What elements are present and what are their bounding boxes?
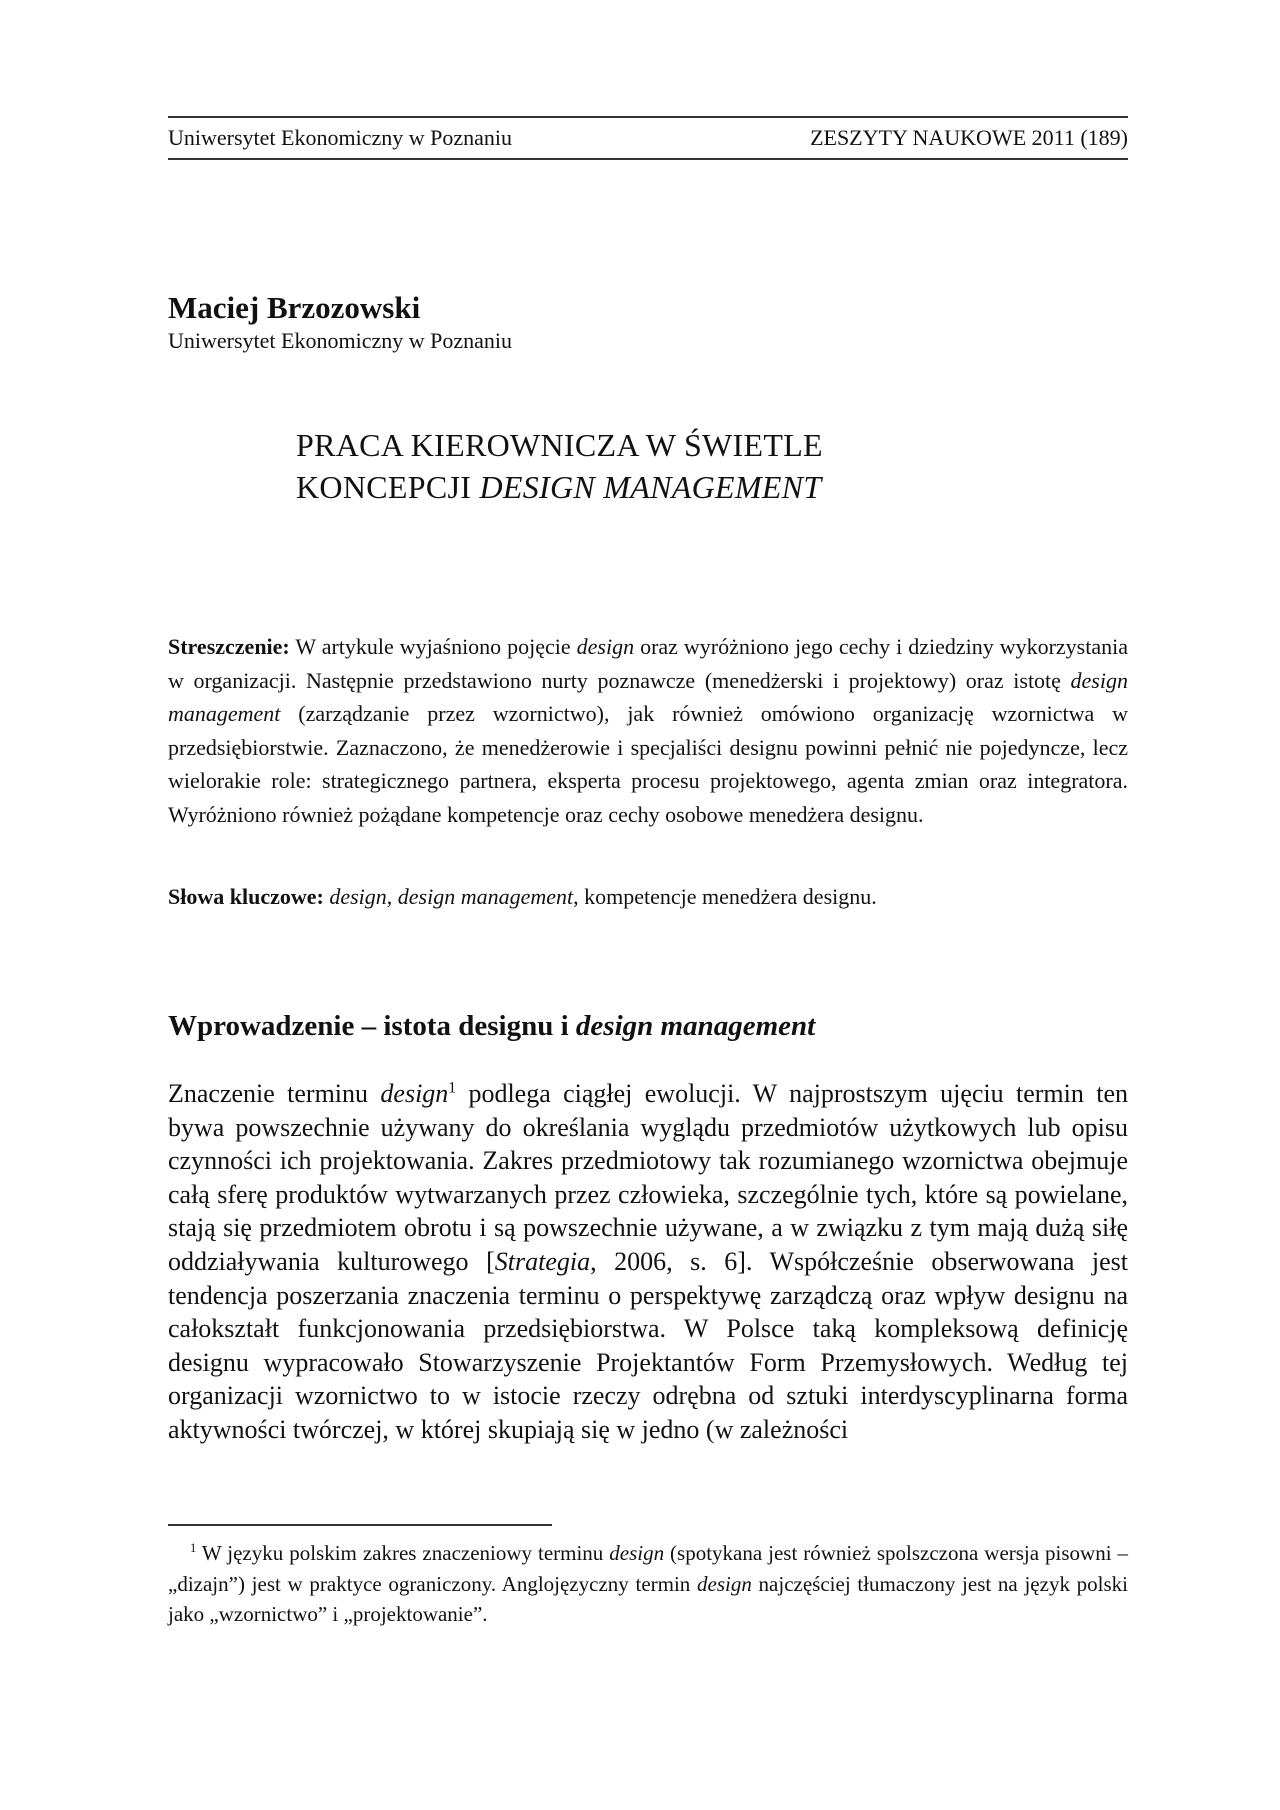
title-line-2 <box>296 466 1096 508</box>
body-paragraph <box>168 1077 1128 1447</box>
body-text-0: Znaczenie terminu <box>168 1079 381 1108</box>
header-institution: Uniwersytet Ekonomiczny w Poznaniu <box>168 125 512 150</box>
abstract-term-design-management: design management <box>168 667 1128 726</box>
title-line-2-plain: KONCEPCJI <box>296 469 480 505</box>
footnote-text-1: W języku polskim zakres znaczeniowy terminu <box>196 1541 610 1565</box>
footnote-text-3: najczęściej tłumaczony jest na język polski jako „wzornictwo” i „projektowanie”. <box>168 1571 1128 1626</box>
keywords <box>168 880 1128 914</box>
abstract-text-2: oraz wyróżniono jego cechy i dziedziny wykorzystania w organizacji. Następnie przedstawiono nurty poznawcze (menedżerski i projektowy) oraz istotę <box>168 634 1128 693</box>
abstract-text-1: W artykule wyjaśniono pojęcie <box>289 634 577 659</box>
keyword-separator: , <box>386 884 398 909</box>
footnote-mark: 1 <box>190 1541 197 1555</box>
footnote-divider <box>168 1524 552 1526</box>
keywords-rest: , kompetencje menedżera designu. <box>573 884 877 909</box>
keywords-label: Słowa kluczowe: <box>168 884 324 909</box>
body-text-1: podlega ciągłej ewolucji. W najprostszym ujęciu termin ten bywa powszechnie używany do określania wyglądu przedmiotów użytkowych lub opisu czynności ich projektowania. Zakres przedmiotowy tak rozumianego wzornictwa obejmuje całą sferę produktów wytwarzanych przez człowieka, szczególnie tych, które są powielane, stają się przedmiotem obrotu i są powszechnie używane, a w związku z tym mają dużą siłę oddziaływania kulturowego [ <box>168 1079 1128 1276</box>
section-heading-italic: design management <box>575 1010 816 1042</box>
abstract-term-design: design <box>576 634 635 659</box>
keyword-design-management: design management <box>397 884 574 909</box>
header-journal: ZESZYTY NAUKOWE 2011 (189) <box>810 125 1128 150</box>
keyword-design: design <box>329 884 387 909</box>
paper-page <box>168 0 1128 1810</box>
section-heading <box>168 1006 1128 1046</box>
paper-title <box>296 424 1096 508</box>
author-name: Maciej Brzozowski <box>168 290 421 325</box>
author-block <box>168 290 512 356</box>
footnote-text-2: (spotykana jest również spolszczona wersja pisowni – „dizajn”) jest w praktyce ograniczony. Anglojęzyczny termin <box>168 1541 1129 1596</box>
title-line-2-italic: DESIGN MANAGEMENT <box>479 469 822 505</box>
footnote <box>168 1538 1128 1630</box>
footnote-term-design-1: design <box>609 1541 665 1565</box>
abstract-text-3: (zarządzanie przez wzornictwo), jak również omówiono organizację wzornictwa w przedsiębiorstwie. Zaznaczono, że menedżerowie i specjaliści designu powinni pełnić nie pojedyncze, lecz wielorakie role: strategicznego partnera, eksperta procesu projektowego, agenta zmian oraz integratora. Wyróżniono również pożądane kompetencje oraz cechy osobowe menedżera designu. <box>168 701 1128 827</box>
body-citation-strategia: Strategia <box>494 1246 591 1276</box>
footnote-term-design-2: design <box>697 1571 752 1596</box>
abstract <box>168 630 1128 831</box>
footnote-reference[interactable]: 1 <box>448 1079 457 1097</box>
body-term-design: design <box>380 1079 449 1108</box>
author-affiliation: Uniwersytet Ekonomiczny w Poznaniu <box>168 328 512 353</box>
abstract-label: Streszczenie: <box>168 634 290 659</box>
section-heading-plain: Wprowadzenie – istota designu i <box>168 1010 576 1042</box>
title-line-1: PRACA KIEROWNICZA W ŚWIETLE <box>296 427 823 463</box>
running-header <box>168 116 1128 160</box>
body-text-2: , 2006, s. 6]. Współcześnie obserwowana jest tendencja poszerzania znaczenia terminu o perspektywę zarządczą oraz wpływ designu na całokształt funkcjonowania przedsiębiorstwa. W Polsce taką kompleksową definicję designu wypracowało Stowarzyszenie Projektantów Form Przemysłowych. Według tej organizacji wzornictwo to w istocie rzeczy odrębna od sztuki interdyscyplinarna forma aktywności twórczej, w której skupiają się w jedno (w zależności <box>168 1246 1129 1444</box>
